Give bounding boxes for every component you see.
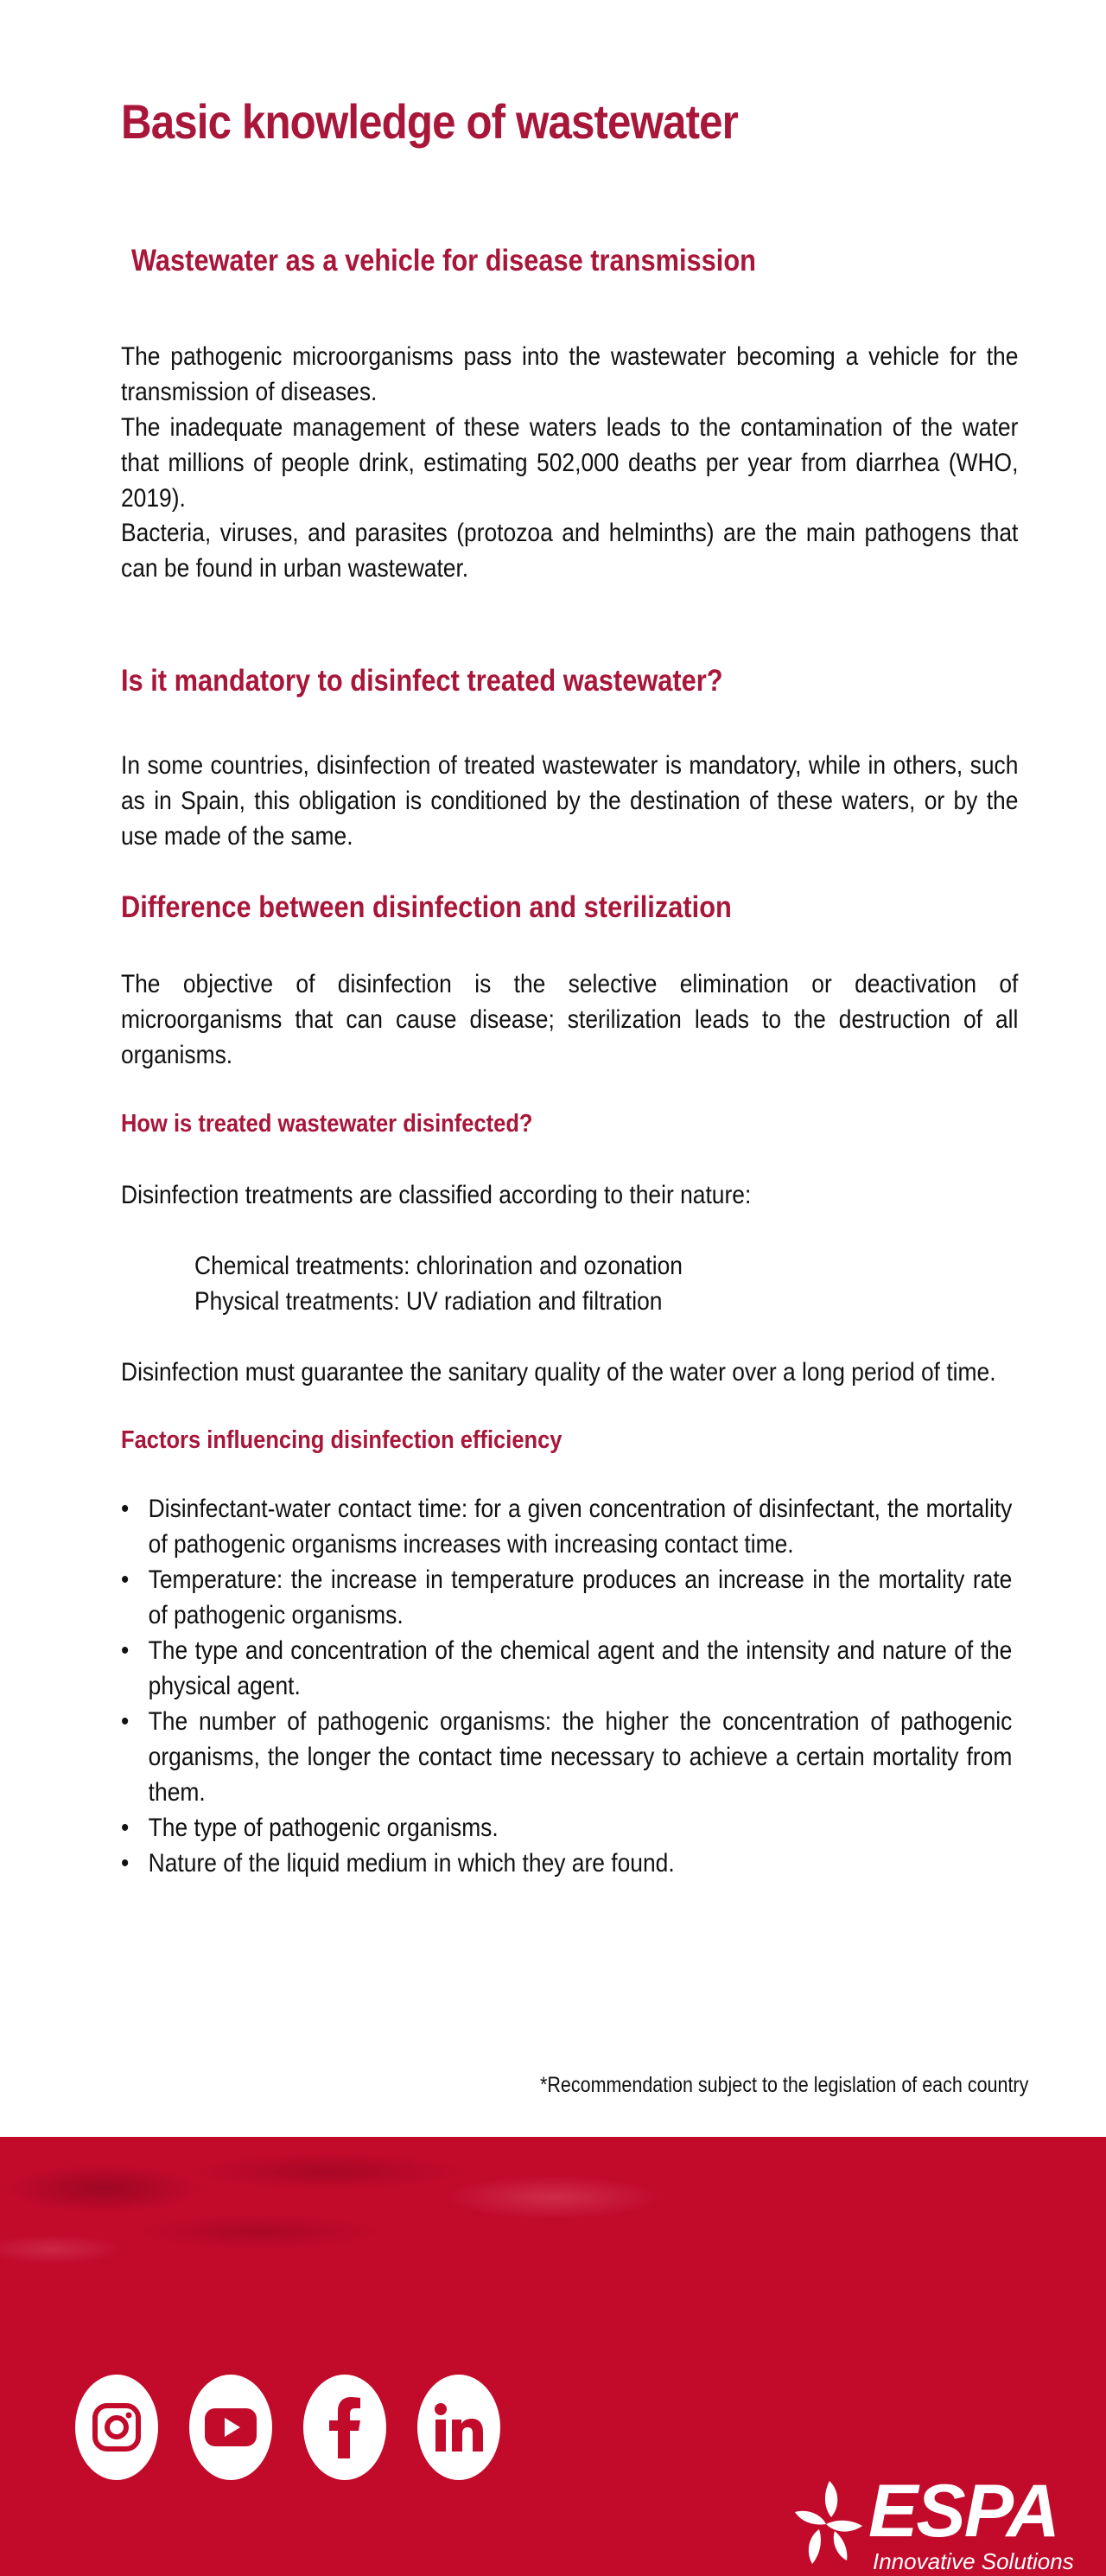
heading-disease-transmission: Wastewater as a vehicle for disease transmission xyxy=(131,244,756,277)
paragraph-pathogens: Bacteria, viruses, and parasites (protozoa and helminths) are the main pathogens that can be found in urban wastewater. xyxy=(121,519,1019,583)
paragraph-text: The pathogenic microorganisms pass into the wastewater becoming a vehicle for the transmission of diseases. xyxy=(121,342,1019,406)
youtube-icon[interactable] xyxy=(189,2375,272,2480)
legislation-note: *Recommendation subject to the legislation of each country xyxy=(539,2073,1028,2097)
treatment-physical: Physical treatments: UV radiation and filtration xyxy=(194,1287,663,1316)
list-item: • The number of pathogenic organisms: the higher the concentration of pathogenic organisms, the longer the contact time necessary to achieve a certain mortality from them. xyxy=(121,1704,1012,1810)
page-title: Basic knowledge of wastewater xyxy=(121,94,738,149)
heading-how-disinfected: How is treated wastewater disinfected? xyxy=(121,1110,533,1138)
paragraph-transmission xyxy=(121,339,1018,516)
paragraph-mandatory: In some countries, disinfection of treated wastewater is mandatory, while in others, such as in Spain, this obligation is conditioned by the destination of these waters, or by the use made of the same. xyxy=(121,751,1019,851)
list-item: • The type and concentration of the chemical agent and the intensity and nature of the physical agent. xyxy=(121,1633,1012,1704)
list-item: • Disinfectant-water contact time: for a given concentration of disinfectant, the mortality of pathogenic organisms increases with increasing contact time. xyxy=(121,1491,1012,1562)
factors-list xyxy=(121,1491,1012,1881)
facebook-icon[interactable] xyxy=(303,2375,386,2480)
instagram-icon[interactable] xyxy=(75,2375,158,2480)
paragraph-sanitary-quality: Disinfection must guarantee the sanitary quality of the water over a long period of time. xyxy=(121,1358,996,1387)
treatment-chemical: Chemical treatments: chlorination and ozonation xyxy=(194,1252,683,1280)
list-item: • The type of pathogenic organisms. xyxy=(121,1810,1012,1846)
paragraph-difference: The objective of disinfection is the selective elimination or deactivation of microorganisms that can cause disease; sterilization leads to the destruction of all organisms. xyxy=(121,970,1019,1069)
water-texture xyxy=(0,2137,778,2284)
heading-disinfection-vs-sterilization: Difference between disinfection and sterilization xyxy=(121,890,732,924)
list-item: • Nature of the liquid medium in which they are found. xyxy=(121,1846,1012,1881)
heading-mandatory-disinfection: Is it mandatory to disinfect treated wastewater? xyxy=(121,664,723,698)
espa-logo xyxy=(786,2470,1074,2576)
footer xyxy=(0,2137,1106,2576)
brand-name: ESPA xyxy=(868,2470,1058,2553)
brand-tagline: Innovative Solutions xyxy=(873,2548,1074,2574)
heading-factors: Factors influencing disinfection efficiency xyxy=(121,1426,563,1454)
espa-logo-mark-icon xyxy=(786,2474,873,2576)
linkedin-icon[interactable] xyxy=(417,2375,500,2480)
social-links xyxy=(75,2375,500,2480)
paragraph-classification: Disinfection treatments are classified according to their nature: xyxy=(121,1181,752,1209)
paragraph-text: The inadequate management of these waters leads to the contamination of the water that millions of people drink, estimating 502,000 deaths per year from diarrhea (WHO, 2019). xyxy=(121,413,1019,513)
list-item: • Temperature: the increase in temperature produces an increase in the mortality rate of pathogenic organisms. xyxy=(121,1562,1012,1633)
